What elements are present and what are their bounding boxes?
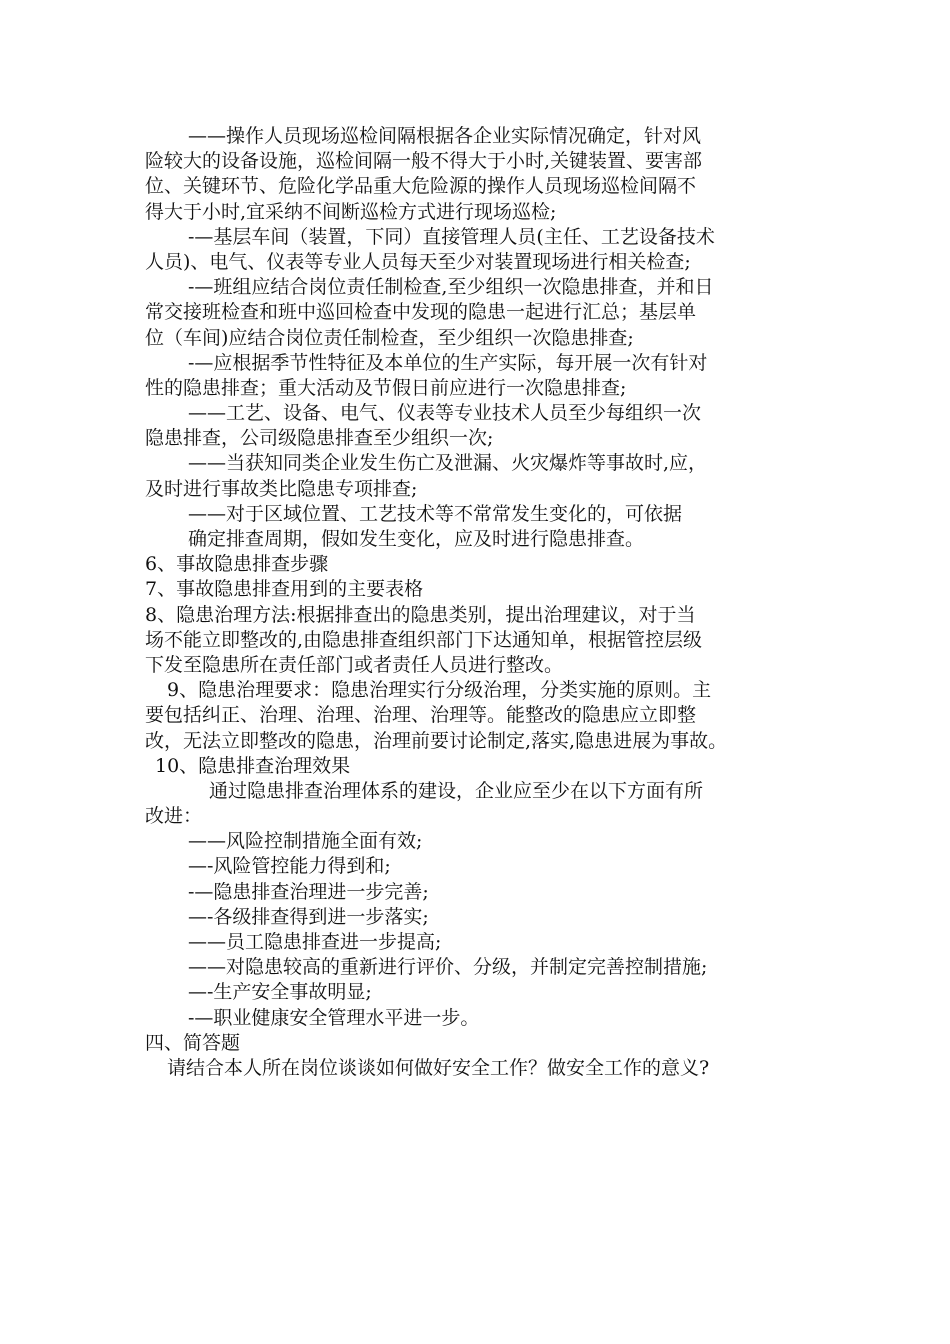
text-line-14: ——当获知同类企业发生伤亡及泄漏、火灾爆炸等事故时,应， [188,452,708,475]
text-line-7: -—班组应结合岗位责任制检查,至少组织一次隐患排查，并和日 [188,276,714,299]
section-heading-9: 9、隐患治理要求：隐患治理实行分级治理，分类实施的原则。主 [167,679,712,702]
text-line-22: 下发至隐患所在责任部门或者责任人员进行整改。 [145,653,564,676]
text-line-17: 确定排查周期，假如发生变化，应及时进行隐患排查。 [188,528,645,550]
text-line-2: 险较大的设备设施，巡检间隔一般不得大于小时,关键装置、要害部 [145,150,703,173]
list-item-7: —-生产安全事故明显; [188,981,372,1004]
text-line-16: ——对于区域位置、工艺技术等不常常发生变化的，可依据 [188,502,683,525]
list-item-5: ——员工隐患排查进一步提高; [188,931,442,953]
list-item-8: -—职业健康安全管理水平进一步。 [188,1006,480,1029]
text-line-3: 位、关键环节、危险化学品重大危险源的操作人员现场巡检间隔不 [145,175,697,198]
text-line-21: 场不能立即整改的,由隐患排查组织部门下达通知单，根据管控层级 [145,628,703,651]
section-heading-10: 10、隐患排查治理效果 [155,754,351,777]
section-heading-6: 6、事故隐患排查步骤 [145,553,329,576]
section-heading-4: 四、简答题 [145,1031,241,1054]
list-item-2: —-风险管控能力得到和; [188,855,391,878]
text-line-5: -—基层车间（装置，下同）直接管理人员(主任、工艺设备技术 [188,225,715,248]
text-line-1: ——操作人员现场巡检间隔根据各企业实际情况确定，针对风 [188,125,702,147]
question-text: 请结合本人所在岗位谈谈如何做好安全工作？做安全工作的意义? [167,1056,710,1079]
text-line-15: 及时进行事故类比隐患专项排查; [145,477,418,500]
text-line-9: 位（车间)应结合岗位责任制检查，至少组织一次隐患排查; [145,326,634,349]
document-body [145,124,811,1081]
section-heading-8: 8、隐患治理方法:根据排查出的隐患类别，提出治理建议，对于当 [145,603,696,626]
text-line-25: 改，无法立即整改的隐患，治理前要讨论制定,落实,隐患进展为事故。 [145,729,728,752]
text-line-4: 得大于小时,宜采纳不间断巡检方式进行现场巡检; [145,200,557,223]
text-line-28: 改进： [145,805,203,828]
list-item-1: ——风险控制措施全面有效; [188,830,423,853]
list-item-4: —-各级排查得到进一步落实; [188,905,429,928]
list-item-6: ——对隐患较高的重新进行评价、分级，并制定完善控制措施; [188,956,708,979]
text-line-8: 常交接班检查和班中巡回检查中发现的隐患一起进行汇总；基层单 [145,301,697,324]
text-line-10: -—应根据季节性特征及本单位的生产实际，每开展一次有针对 [188,351,708,374]
section-heading-7: 7、事故隐患排查用到的主要表格 [145,578,424,601]
text-line-13: 隐患排查，公司级隐患排查至少组织一次; [145,427,494,450]
text-line-24: 要包括纠正、治理、治理、治理、治理等。能整改的隐患应立即整 [145,704,697,727]
text-line-11: 性的隐患排查；重大活动及节假日前应进行一次隐患排查; [145,376,627,399]
text-line-6: 人员)、电气、仪表等专业人员每天至少对装置现场进行相关检查; [145,250,691,273]
text-line-12: ——工艺、设备、电气、仪表等专业技术人员至少每组织一次 [188,402,702,425]
list-item-3: -—隐患排查治理进一步完善; [188,880,429,903]
text-line-27: 通过隐患排查治理体系的建设，企业应至少在以下方面有所 [209,779,704,802]
